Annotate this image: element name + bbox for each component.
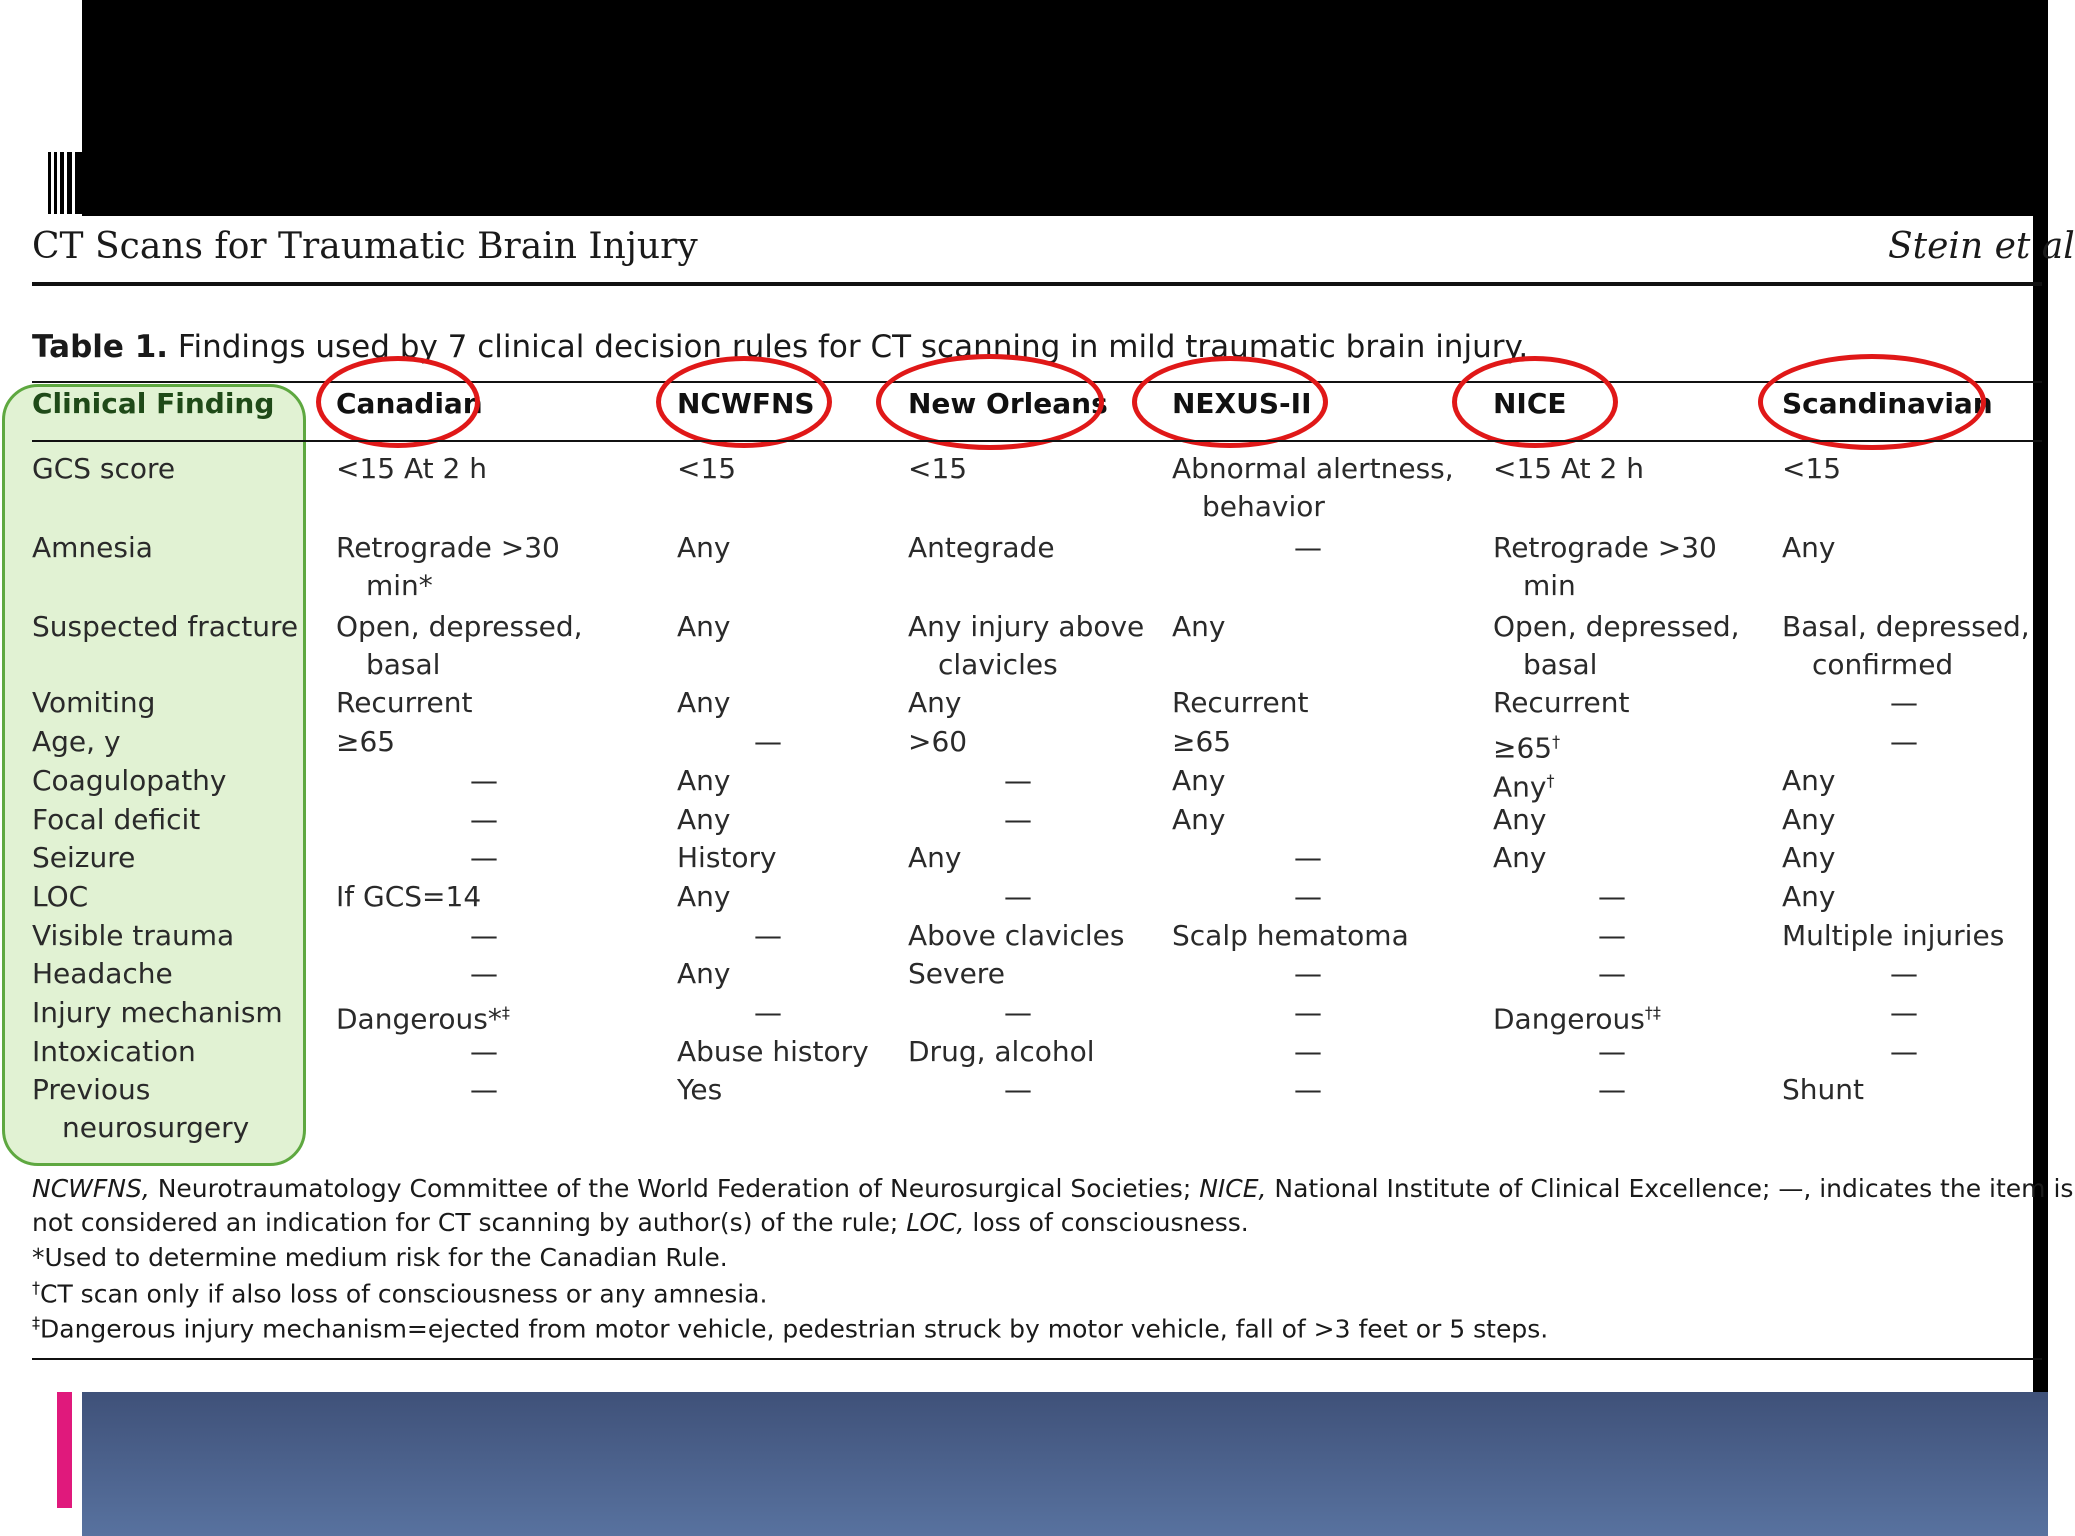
header-rule	[32, 282, 2042, 286]
header-ncwfns: NCWFNS	[677, 387, 815, 420]
nexus-visible-trauma: Scalp hematoma	[1172, 919, 1409, 952]
scandinavian-loc: Any	[1782, 880, 1836, 913]
finding-previous-line2: neurosurgery	[62, 1111, 250, 1144]
header-nexus-ii: NEXUS-II	[1172, 387, 1312, 420]
canadian-headache: —	[470, 957, 498, 990]
nexus-injury-mechanism: —	[1294, 996, 1322, 1029]
new-orleans-intoxication: Drug, alcohol	[908, 1035, 1095, 1068]
ncwfns-vomiting: Any	[677, 686, 731, 719]
nexus-vomiting: Recurrent	[1172, 686, 1309, 719]
new-orleans-visible-trauma: Above clavicles	[908, 919, 1125, 952]
nice-injury-mechanism	[1493, 994, 1661, 1038]
finding-seizure: Seizure	[32, 841, 136, 874]
canadian-vomiting: Recurrent	[336, 686, 473, 719]
canadian-mechanism-sup: ‡	[501, 1003, 510, 1022]
nexus-loc: —	[1294, 880, 1322, 913]
nice-amnesia-line2: min	[1523, 569, 1576, 602]
new-orleans-fracture-line1: Any injury above	[908, 610, 1145, 643]
footnote-abbreviations-line2	[32, 1208, 1249, 1237]
canadian-focal-deficit: —	[470, 803, 498, 836]
ncwfns-coagulopathy: Any	[677, 764, 731, 797]
ncwfns-injury-mechanism: —	[754, 996, 782, 1029]
ncwfns-suspected-fracture: Any	[677, 610, 731, 643]
nexus-focal-deficit: Any	[1172, 803, 1226, 836]
finding-vomiting: Vomiting	[32, 686, 156, 719]
canadian-previous: —	[470, 1073, 498, 1106]
header-scandinavian: Scandinavian	[1782, 387, 1993, 420]
finding-visible-trauma: Visible trauma	[32, 919, 235, 952]
table-bottom-rule	[32, 1358, 2042, 1360]
new-orleans-vomiting: Any	[908, 686, 962, 719]
finding-gcs-score: GCS score	[32, 452, 176, 485]
canadian-fracture-line1: Open, depressed,	[336, 610, 583, 643]
highlight-circle-scandinavian	[1758, 354, 1986, 450]
ncwfns-age: —	[754, 725, 782, 758]
scandinavian-injury-mechanism: —	[1890, 996, 1918, 1029]
nice-fracture-line1: Open, depressed,	[1493, 610, 1740, 643]
footnote-ddagger-text: Dangerous injury mechanism=ejected from motor vehicle, pedestrian struck by motor vehicle, fall of >3 feet or 5 steps.	[40, 1314, 1549, 1344]
new-orleans-suspected-fracture	[908, 608, 1144, 684]
canadian-injury-mechanism	[336, 994, 510, 1038]
running-header-title: CT Scans for Traumatic Brain Injury	[32, 226, 698, 267]
footnote-ddagger-mark: ‡	[32, 1313, 40, 1332]
highlight-circle-nice	[1452, 356, 1618, 448]
canadian-coagulopathy: —	[470, 764, 498, 797]
scandinavian-fracture-line1: Basal, depressed,	[1782, 610, 2030, 643]
scandinavian-headache: —	[1890, 957, 1918, 990]
finding-coagulopathy: Coagulopathy	[32, 764, 227, 797]
scandinavian-age: —	[1890, 725, 1918, 758]
abbrev-loc-text: loss of consciousness.	[964, 1208, 1249, 1237]
canadian-suspected-fracture	[336, 608, 583, 684]
ncwfns-seizure: History	[677, 841, 777, 874]
nice-gcs-score: <15 At 2 h	[1493, 452, 1644, 485]
scandinavian-previous: Shunt	[1782, 1073, 1864, 1106]
canadian-gcs-score: <15 At 2 h	[336, 452, 487, 485]
nice-coagulopathy	[1493, 762, 1554, 806]
canadian-seizure: —	[470, 841, 498, 874]
paper-excerpt	[0, 216, 2075, 1392]
footnote-dagger	[32, 1278, 767, 1308]
finding-intoxication: Intoxication	[32, 1035, 196, 1068]
ncwfns-loc: Any	[677, 880, 731, 913]
finding-previous-neurosurgery	[32, 1071, 249, 1147]
nexus-gcs-line2: behavior	[1202, 490, 1325, 523]
deco-bar	[75, 152, 82, 214]
nice-age-text: ≥65	[1493, 731, 1553, 765]
table-caption-text: Findings used by 7 clinical decision rules for CT scanning in mild traumatic brain injury.	[177, 329, 1529, 365]
finding-injury-mechanism: Injury mechanism	[32, 996, 283, 1029]
nice-intoxication: —	[1598, 1035, 1626, 1068]
new-orleans-previous: —	[1004, 1073, 1032, 1106]
abbrev-ncwfns-text: Neurotraumatology Committee of the World Federation of Neurosurgical Societies;	[149, 1174, 1200, 1203]
ncwfns-previous: Yes	[677, 1073, 723, 1106]
nexus-headache: —	[1294, 957, 1322, 990]
finding-loc: LOC	[32, 880, 89, 913]
table-label: Table 1.	[32, 329, 169, 365]
highlight-circle-canadian	[316, 356, 480, 448]
canadian-loc: If GCS=14	[336, 880, 482, 913]
footnote-dagger-text: CT scan only if also loss of consciousness or any amnesia.	[40, 1279, 768, 1309]
ncwfns-gcs-score: <15	[677, 452, 737, 485]
canadian-intoxication: —	[470, 1035, 498, 1068]
scandinavian-coagulopathy: Any	[1782, 764, 1836, 797]
new-orleans-gcs-score: <15	[908, 452, 968, 485]
table-header-rule	[32, 440, 2042, 442]
highlight-circle-nexus-ii	[1132, 356, 1328, 448]
finding-headache: Headache	[32, 957, 173, 990]
nexus-coagulopathy: Any	[1172, 764, 1226, 797]
ncwfns-visible-trauma: —	[754, 919, 782, 952]
footnote-star: *Used to determine medium risk for the Canadian Rule.	[32, 1243, 728, 1272]
abbrev-loc: LOC,	[906, 1208, 965, 1237]
nice-visible-trauma: —	[1598, 919, 1626, 952]
nexus-intoxication: —	[1294, 1035, 1322, 1068]
new-orleans-focal-deficit: —	[1004, 803, 1032, 836]
nice-focal-deficit: Any	[1493, 803, 1547, 836]
nexus-gcs-line1: Abnormal alertness,	[1172, 452, 1454, 485]
canadian-mechanism-text: Dangerous*	[336, 1002, 502, 1036]
finding-age: Age, y	[32, 725, 121, 758]
scandinavian-vomiting: —	[1890, 686, 1918, 719]
highlight-circle-new-orleans	[876, 354, 1104, 450]
scandinavian-gcs-score: <15	[1782, 452, 1842, 485]
new-orleans-age: >60	[908, 725, 968, 758]
footnote-abbreviations-line1	[32, 1174, 2073, 1203]
highlight-circle-ncwfns	[656, 356, 832, 448]
nice-fracture-line2: basal	[1523, 648, 1598, 681]
nexus-previous: —	[1294, 1073, 1322, 1106]
accent-bar	[57, 1392, 72, 1508]
scandinavian-fracture-line2: confirmed	[1812, 648, 1954, 681]
nice-headache: —	[1598, 957, 1626, 990]
nice-coag-sup: †	[1546, 771, 1555, 790]
nexus-suspected-fracture: Any	[1172, 610, 1226, 643]
deco-bar	[60, 152, 64, 214]
scandinavian-visible-trauma: Multiple injuries	[1782, 919, 2005, 952]
nexus-seizure: —	[1294, 841, 1322, 874]
footnote-dagger-mark: †	[32, 1278, 40, 1297]
nice-suspected-fracture	[1493, 608, 1740, 684]
header-nice: NICE	[1493, 387, 1567, 420]
abbrev-ncwfns: NCWFNS,	[32, 1174, 150, 1203]
canadian-amnesia-line1: Retrograde >30	[336, 531, 560, 564]
deco-bar	[54, 152, 57, 214]
deco-bar	[48, 152, 51, 214]
ncwfns-amnesia: Any	[677, 531, 731, 564]
header-clinical-finding: Clinical Finding	[32, 387, 275, 420]
nexus-age: ≥65	[1172, 725, 1232, 758]
nice-previous: —	[1598, 1073, 1626, 1106]
scandinavian-suspected-fracture	[1782, 608, 2030, 684]
abbrev-nice-text: National Institute of Clinical Excellence; —, indicates the item is	[1266, 1174, 2074, 1203]
scandinavian-focal-deficit: Any	[1782, 803, 1836, 836]
nexus-gcs-score	[1172, 450, 1454, 526]
canadian-visible-trauma: —	[470, 919, 498, 952]
new-orleans-seizure: Any	[908, 841, 962, 874]
nice-seizure: Any	[1493, 841, 1547, 874]
abbrev-nice: NICE,	[1199, 1174, 1267, 1203]
nice-coag-text: Any	[1493, 770, 1547, 804]
new-orleans-amnesia: Antegrade	[908, 531, 1055, 564]
abbrev-line2-text: not considered an indication for CT scanning by author(s) of the rule;	[32, 1208, 907, 1237]
ncwfns-headache: Any	[677, 957, 731, 990]
finding-amnesia: Amnesia	[32, 531, 153, 564]
scandinavian-intoxication: —	[1890, 1035, 1918, 1068]
finding-previous-line1: Previous	[32, 1073, 151, 1106]
running-header-author: Stein et al	[1888, 226, 2075, 267]
canadian-amnesia	[336, 529, 560, 605]
finding-suspected-fracture: Suspected fracture	[32, 610, 299, 643]
nice-age	[1493, 723, 1560, 767]
nice-loc: —	[1598, 880, 1626, 913]
new-orleans-fracture-line2: clavicles	[938, 648, 1058, 681]
scandinavian-amnesia: Any	[1782, 531, 1836, 564]
footnote-double-dagger	[32, 1313, 1548, 1343]
ncwfns-intoxication: Abuse history	[677, 1035, 869, 1068]
nice-vomiting: Recurrent	[1493, 686, 1630, 719]
nice-amnesia	[1493, 529, 1717, 605]
nice-amnesia-line1: Retrograde >30	[1493, 531, 1717, 564]
slide-right-strip	[2033, 216, 2048, 1392]
new-orleans-loc: —	[1004, 880, 1032, 913]
finding-focal-deficit: Focal deficit	[32, 803, 201, 836]
slide-top-band	[82, 0, 2048, 216]
scandinavian-seizure: Any	[1782, 841, 1836, 874]
nexus-amnesia: —	[1294, 531, 1322, 564]
slide-bottom-band	[82, 1392, 2048, 1536]
new-orleans-headache: Severe	[908, 957, 1005, 990]
canadian-age: ≥65	[336, 725, 396, 758]
nice-mechanism-sup: †‡	[1644, 1003, 1661, 1022]
canadian-amnesia-line2: min*	[366, 569, 433, 602]
header-canadian: Canadian	[336, 387, 483, 420]
new-orleans-injury-mechanism: —	[1004, 996, 1032, 1029]
canadian-fracture-line2: basal	[366, 648, 441, 681]
header-new-orleans: New Orleans	[908, 387, 1108, 420]
deco-bar	[67, 152, 72, 214]
nice-mechanism-text: Dangerous	[1493, 1002, 1645, 1036]
nice-age-sup: †	[1552, 732, 1561, 751]
ncwfns-focal-deficit: Any	[677, 803, 731, 836]
new-orleans-coagulopathy: —	[1004, 764, 1032, 797]
